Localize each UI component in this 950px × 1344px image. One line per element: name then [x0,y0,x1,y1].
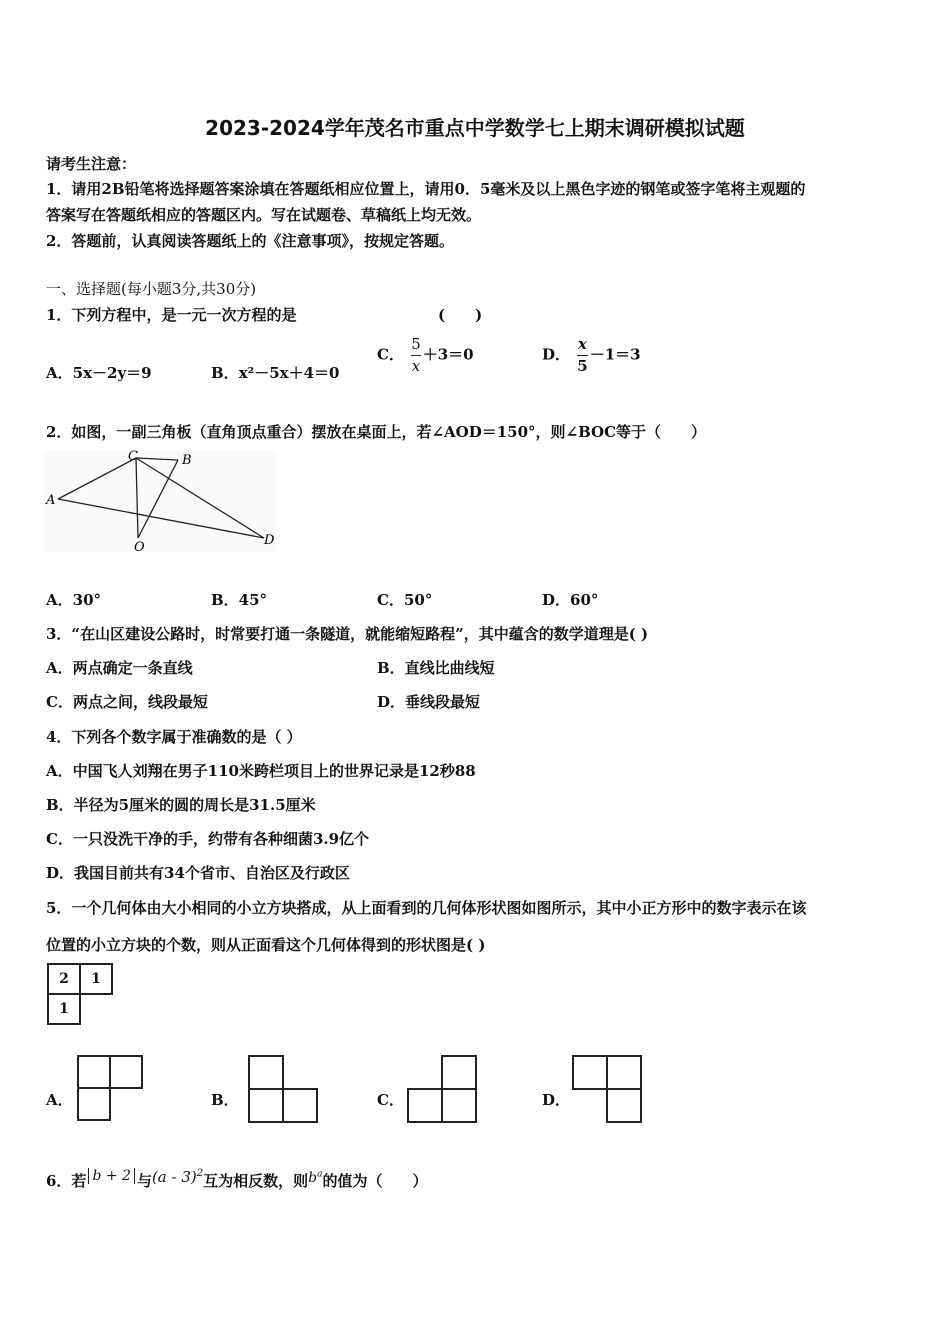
q2-option-c: C．50° [377,591,433,609]
q2-label-b: B [182,453,192,468]
notice-line-1b: 答案写在答题纸相应的答题区内。写在试题卷、草稿纸上均无效。 [46,206,482,224]
q6-prefix: 6．若 [46,1172,87,1190]
q3-option-c: C．两点之间，线段最短 [46,693,208,711]
q2-label-a: A [46,493,56,508]
q3-option-b: B．直线比曲线短 [377,659,495,677]
q5-option-a-shape [76,1054,146,1122]
q5-option-b-shape [247,1054,319,1124]
q2-label-d: D [264,533,275,548]
q6-tail-1: 互为相反数，则 [203,1172,309,1190]
q2-figure-background [44,450,276,552]
q5-option-b-label: B． [211,1091,239,1109]
notice-line-2: 2．答题前，认真阅读答题纸上的《注意事项》，按规定答题。 [46,232,454,250]
q1-option-b [211,362,339,383]
q1-option-c-numerator: 5 [411,335,421,353]
q2-label-o: O [134,540,145,554]
q4-option-d: D．我国目前共有34个省市、自治区及行政区 [46,864,350,882]
q5-option-c-shape [406,1054,478,1124]
q1-option-a: A．5x－2y＝9 [46,364,152,382]
q6-tail-2: 的值为（ ） [322,1172,428,1190]
q1-option-c-tail: ＋3＝0 [422,345,474,364]
q1-option-b-expr: x²－5x＋4＝0 [238,364,340,382]
q5-grid-cell-bottom-left: 1 [48,994,80,1024]
q4-option-b: B．半径为5厘米的圆的周长是31.5厘米 [46,796,316,814]
q1-option-d-tail: －1＝3 [589,345,641,364]
q6-mid: 与 [136,1172,152,1190]
q5-option-a-label: A． [46,1091,73,1109]
q3-option-d: D．垂线段最短 [377,693,481,711]
q2-option-d: D．60° [542,591,599,609]
notice-line-1a: 1．请用2B铅笔将选择题答案涂填在答题纸相应位置上，请用0．5毫米及以上黑色字迹的钢笔或签字笔将主观题的 [46,180,806,198]
q1-option-d-denominator: 5 [577,357,588,375]
q2-label-c: C [128,449,138,464]
q1-option-d-fraction [577,337,587,374]
q3-stem: 3．“在山区建设公路时，时常要打通一条隧道，就能缩短路程”，其中蕴含的数学道理是( ) [46,625,649,643]
q2-triangle-figure [44,446,278,554]
q6-square-base: (a - 3) [151,1168,197,1186]
q1-paren: ( ) [438,306,483,324]
q4-option-c: C．一只没洗干净的手，约带有各种细菌3.9亿个 [46,830,370,848]
q6-power-base: b [308,1170,318,1186]
q5-grid-cell-top-left: 2 [48,964,80,994]
q1-stem: 1．下列方程中，是一元一次方程的是 [46,306,297,324]
q5-option-c-label: C． [377,1091,404,1109]
q1-option-d [542,337,641,374]
q1-option-c-denominator: x [411,357,421,375]
q1-option-d-numerator: x [577,335,587,353]
notice-heading: 请考生注意： [46,155,137,173]
q5-top-view-grid [47,963,113,1025]
q2-option-a: A．30° [46,591,102,609]
q6-power-exponent: a [317,1169,323,1180]
q6-stem [46,1170,428,1191]
q5-grid-cell-empty [80,994,112,1024]
q1-option-d-label: D． [542,345,571,364]
q5-option-d-shape [571,1054,643,1124]
q4-stem: 4．下列各个数字属于准确数的是（ ） [46,728,302,746]
q6-power-expression [308,1170,322,1186]
q1-option-b-label: B． [211,364,239,382]
section-heading: 一、选择题(每小题3分,共30分) [46,280,257,298]
page-title: 2023-2024学年茂名市重点中学数学七上期末调研模拟试题 [205,116,745,140]
q3-option-a: A．两点确定一条直线 [46,659,193,677]
q1-option-c-fraction [411,337,421,374]
q5-grid-cell-top-right: 1 [80,964,112,994]
q2-option-b: B．45° [211,591,268,609]
q2-stem: 2．如图，一副三角板（直角顶点重合）摆放在桌面上，若∠AOD＝150°，则∠BOC等于（ ） [46,423,707,441]
q4-option-a: A．中国飞人刘翔在男子110米跨栏项目上的世界记录是12秒88 [46,762,476,780]
q6-abs-expression: b + 2 [88,1168,135,1184]
q1-option-c-label: C． [377,345,404,364]
q5-option-d-label: D． [542,1091,571,1109]
q1-option-c [377,337,474,374]
q5-stem-line-2: 位置的小立方块的个数，则从正面看这个几何体得到的形状图是( ) [46,936,486,954]
q6-square-expression [152,1168,203,1186]
q5-stem-line-1: 5．一个几何体由大小相同的小立方块搭成，从上面看到的几何体形状图如图所示，其中小正方形中的数字表示在该 [46,899,807,917]
q6-square-exponent: 2 [196,1168,204,1179]
